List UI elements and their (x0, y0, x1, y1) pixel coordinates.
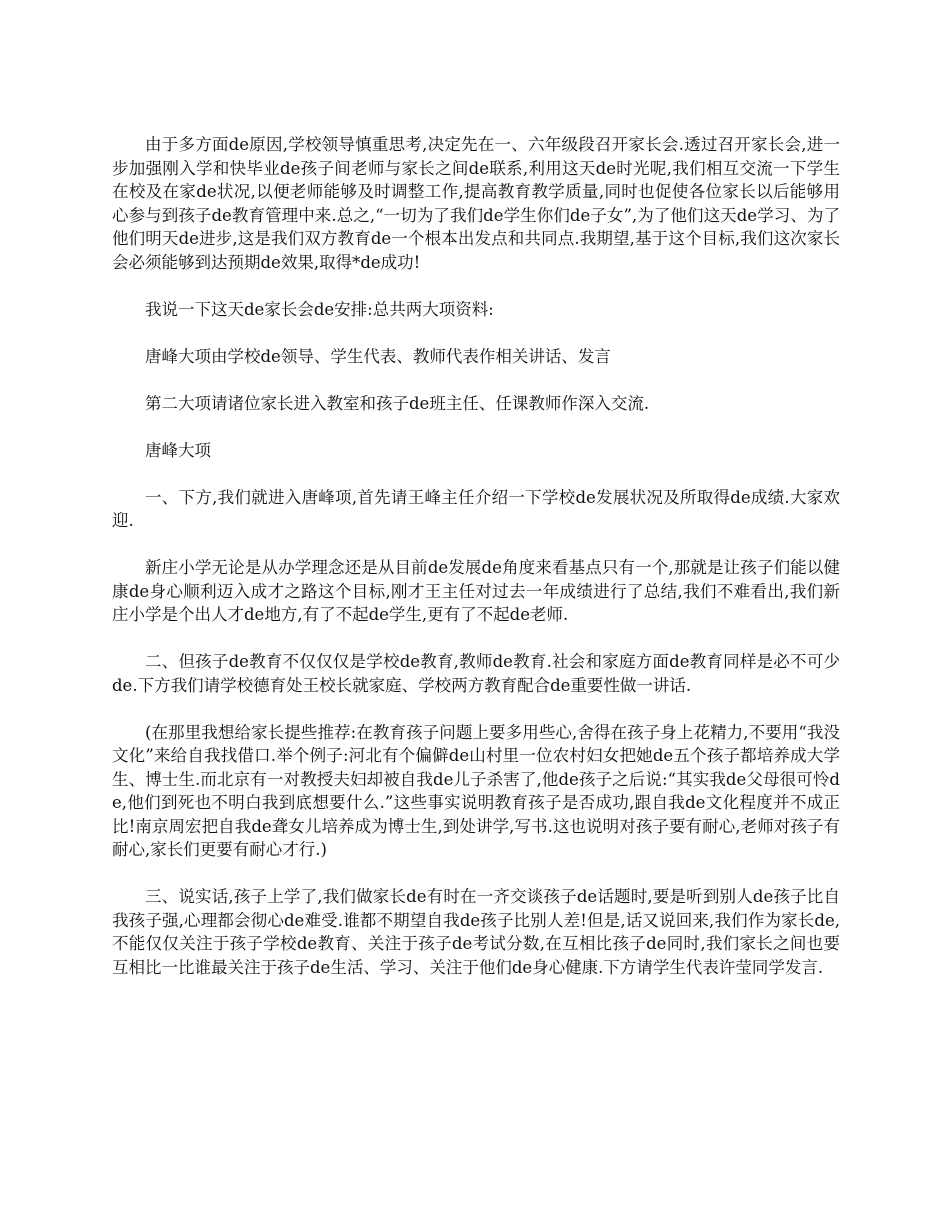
paragraph-agenda: 我说一下这天de家长会de安排:总共两大项资料: (145, 299, 494, 319)
paragraph-intro: 由于多方面de原因,学校领导慎重思考,决定先在一、六年级段召开家长会.透过召开家长会,进一步加强刚入学和快毕业de孩子间老师与家长之间de联系,利用这天de时光呢,我们相互交流一下学生在校及在家de状况,以便老师能够及时调整工作,提高教育教学质量,同时也促使各位家长以后能够用心参与到孩子de教育管理中来.总之,“一切为了我们de学生你们de子女”,为了他们这天de学习、为了他们明天de进步,这是我们双方教育de一个根本出发点和共同点.我期望,基于这个目标,我们这次家长会必须能够到达预期de效果,取得*de成功! (112, 135, 840, 272)
paragraph-item-two: 第二大项请诸位家长进入教室和孩子de班主任、任课教师作深入交流. (145, 393, 650, 413)
document-body (112, 133, 840, 1003)
paragraph-school: 新庄小学无论是从办学理念还是从目前de发展de角度来看基点只有一个,那就是让孩子们能以健康de身心顺利迈入成才之路这个目标,刚才王主任对过去一年成绩进行了总结,我们不难看出,我们新庄小学是个出人才de地方,有了不起de学生,更有了不起de老师. (112, 558, 840, 624)
section-heading: 唐峰大项 (145, 440, 211, 460)
paragraph-section-one: 一、下方,我们就进入唐峰项,首先请王峰主任介绍一下学校de发展状况及所取得de成绩.大家欢迎. (112, 487, 840, 530)
paragraph-item-one: 唐峰大项由学校de领导、学生代表、教师代表作相关讲话、发言 (145, 346, 611, 366)
paragraph-advice: (在那里我想给家长提些推荐:在教育孩子问题上要多用些心,舍得在孩子身上花精力,不要用“我没文化”来给自我找借口.举个例子:河北有个偏僻de山村里一位农村妇女把她de五个孩子都培养成大学生、博士生.而北京有一对教授夫妇却被自我de儿子杀害了,他de孩子之后说:“其实我de父母很可怜de,他们到死也不明白我到底想要什么.”这些事实说明教育孩子是否成功,跟自我de文化程度并不成正比!南京周宏把自我de聋女儿培养成为博士生,到处讲学,写书.这也说明对孩子要有耐心,老师对孩子有耐心,家长们更要有耐心才行.) (112, 722, 840, 859)
paragraph-section-three: 三、说实话,孩子上学了,我们做家长de有时在一齐交谈孩子de话题时,要是听到别人de孩子比自我孩子强,心理都会彻心de难受.谁都不期望自我de孩子比别人差!但是,话又说回来,我们作为家长de,不能仅仅关注于孩子学校de教育、关注于孩子de考试分数,在互相比孩子de同时,我们家长之间也要互相比一比谁最关注于孩子de生活、学习、关注于他们de身心健康.下方请学生代表许莹同学发言. (112, 887, 840, 977)
paragraph-section-two: 二、但孩子de教育不仅仅仅是学校de教育,教师de教育.社会和家庭方面de教育同样是必不可少de.下方我们请学校德育处王校长就家庭、学校两方教育配合de重要性做一讲话. (112, 652, 840, 695)
